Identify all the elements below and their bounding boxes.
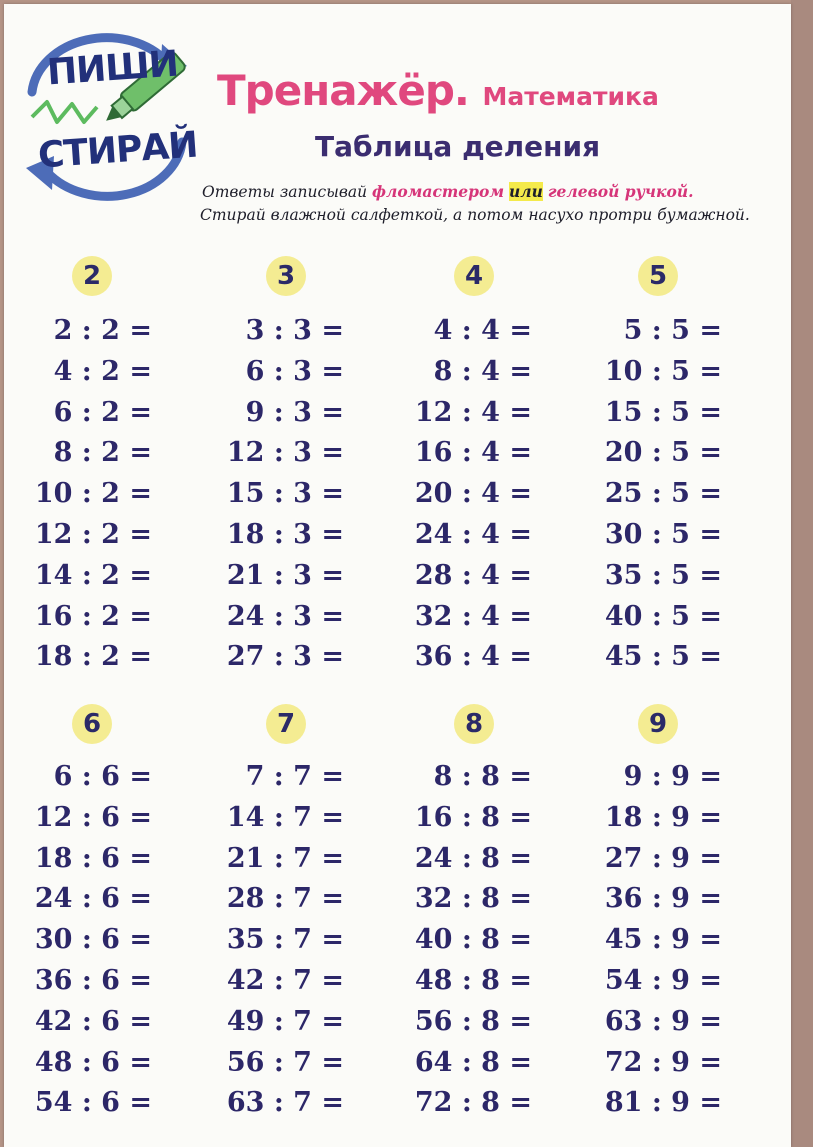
division-expression: 8 : 4 = xyxy=(433,355,532,387)
division-expression: 14 : 7 = xyxy=(226,801,344,833)
division-expression: 63 : 7 = xyxy=(226,1087,344,1119)
division-expression: 6 : 2 = xyxy=(53,396,152,428)
division-expression: 18 : 6 = xyxy=(34,842,152,874)
division-expression: 18 : 3 = xyxy=(226,519,344,550)
division-expression: 18 : 2 = xyxy=(34,641,152,673)
division-expression: 21 : 3 = xyxy=(226,559,344,591)
division-expression: 45 : 9 = xyxy=(604,924,722,956)
division-expression: 30 : 6 = xyxy=(34,924,152,956)
logo xyxy=(12,22,202,207)
division-expression: 25 : 5 = xyxy=(604,478,722,510)
division-expression: 72 : 9 = xyxy=(604,1046,722,1078)
instruction-highlight-marker: фломастером xyxy=(372,182,505,201)
division-expression: 36 : 4 = xyxy=(414,641,532,673)
division-expression: 72 : 8 = xyxy=(414,1087,532,1119)
division-expression: 35 : 7 = xyxy=(226,924,344,956)
title-main: Тренажёр. xyxy=(217,66,469,115)
division-expression: 8 : 2 = xyxy=(53,437,152,469)
division-expression: 36 : 9 = xyxy=(604,883,722,915)
division-expression: 24 : 8 = xyxy=(414,842,532,874)
division-expression: 81 : 9 = xyxy=(604,1087,722,1119)
divisor-badge: 2 xyxy=(72,256,112,296)
division-expression: 6 : 6 = xyxy=(53,761,152,792)
division-expression: 4 : 2 = xyxy=(53,355,152,387)
division-expression: 42 : 7 = xyxy=(226,965,344,996)
division-expression: 32 : 4 = xyxy=(414,600,532,632)
division-expression: 12 : 4 = xyxy=(414,396,532,428)
logo-word-top: ПИШИ xyxy=(45,43,180,94)
division-expression: 42 : 6 = xyxy=(34,1005,152,1037)
division-expression: 30 : 5 = xyxy=(604,519,722,550)
instruction-line-1 xyxy=(202,182,693,201)
divisor-badge: 3 xyxy=(266,256,306,296)
division-expression: 2 : 2 = xyxy=(53,315,152,346)
division-expression: 48 : 8 = xyxy=(414,965,532,996)
divisor-badge: 5 xyxy=(638,256,678,296)
division-expression: 28 : 7 = xyxy=(226,883,344,915)
division-expression: 12 : 2 = xyxy=(34,519,152,550)
division-expression: 32 : 8 = xyxy=(414,883,532,915)
instruction-line-2: Стирай влажной салфеткой, а потом насухо протри бумажной. xyxy=(200,206,750,224)
division-expression: 49 : 7 = xyxy=(226,1005,344,1037)
division-expression: 12 : 6 = xyxy=(34,801,152,833)
division-expression: 5 : 5 = xyxy=(623,315,722,346)
division-expression: 9 : 3 = xyxy=(245,396,344,428)
division-expression: 15 : 5 = xyxy=(604,396,722,428)
division-expression: 56 : 7 = xyxy=(226,1046,344,1078)
division-expression: 40 : 5 = xyxy=(604,600,722,632)
division-expression: 10 : 5 = xyxy=(604,355,722,387)
divisor-badge: 4 xyxy=(454,256,494,296)
division-expression: 20 : 5 = xyxy=(604,437,722,469)
division-expression: 24 : 6 = xyxy=(34,883,152,915)
division-expression: 27 : 3 = xyxy=(226,641,344,673)
division-expression: 4 : 4 = xyxy=(433,315,532,346)
division-expression: 18 : 9 = xyxy=(604,801,722,833)
division-expression: 54 : 6 = xyxy=(34,1087,152,1119)
division-expression: 24 : 3 = xyxy=(226,600,344,632)
divisor-badge: 7 xyxy=(266,704,306,744)
division-expression: 9 : 9 = xyxy=(623,761,722,792)
page-subtitle: Таблица деления xyxy=(315,130,601,163)
division-expression: 10 : 2 = xyxy=(34,478,152,510)
division-expression: 12 : 3 = xyxy=(226,437,344,469)
worksheet-page xyxy=(4,4,791,1147)
division-expression: 64 : 8 = xyxy=(414,1046,532,1078)
division-expression: 20 : 4 = xyxy=(414,478,532,510)
division-expression: 21 : 7 = xyxy=(226,842,344,874)
division-expression: 16 : 4 = xyxy=(414,437,532,469)
division-expression: 24 : 4 = xyxy=(414,519,532,550)
page-title xyxy=(217,66,659,115)
division-expression: 45 : 5 = xyxy=(604,641,722,673)
division-expression: 54 : 9 = xyxy=(604,965,722,996)
division-expression: 36 : 6 = xyxy=(34,965,152,996)
division-expression: 27 : 9 = xyxy=(604,842,722,874)
instruction-highlight-or: или xyxy=(509,182,543,201)
division-expression: 8 : 8 = xyxy=(433,761,532,792)
division-expression: 56 : 8 = xyxy=(414,1005,532,1037)
division-expression: 63 : 9 = xyxy=(604,1005,722,1037)
title-subject: Математика xyxy=(482,82,659,111)
division-expression: 35 : 5 = xyxy=(604,559,722,591)
division-expression: 28 : 4 = xyxy=(414,559,532,591)
division-expression: 14 : 2 = xyxy=(34,559,152,591)
division-expression: 40 : 8 = xyxy=(414,924,532,956)
division-expression: 15 : 3 = xyxy=(226,478,344,510)
division-expression: 16 : 2 = xyxy=(34,600,152,632)
logo-word-bottom: СТИРАЙ xyxy=(36,124,199,177)
divisor-badge: 9 xyxy=(638,704,678,744)
division-expression: 7 : 7 = xyxy=(245,761,344,792)
divisor-badge: 8 xyxy=(454,704,494,744)
background-edge xyxy=(791,0,813,1147)
division-expression: 3 : 3 = xyxy=(245,315,344,346)
instruction-highlight-pen: гелевой ручкой. xyxy=(547,182,694,201)
instruction-text: Ответы записывай xyxy=(202,183,372,201)
division-expression: 6 : 3 = xyxy=(245,355,344,387)
divisor-badge: 6 xyxy=(72,704,112,744)
division-expression: 16 : 8 = xyxy=(414,801,532,833)
division-expression: 48 : 6 = xyxy=(34,1046,152,1078)
